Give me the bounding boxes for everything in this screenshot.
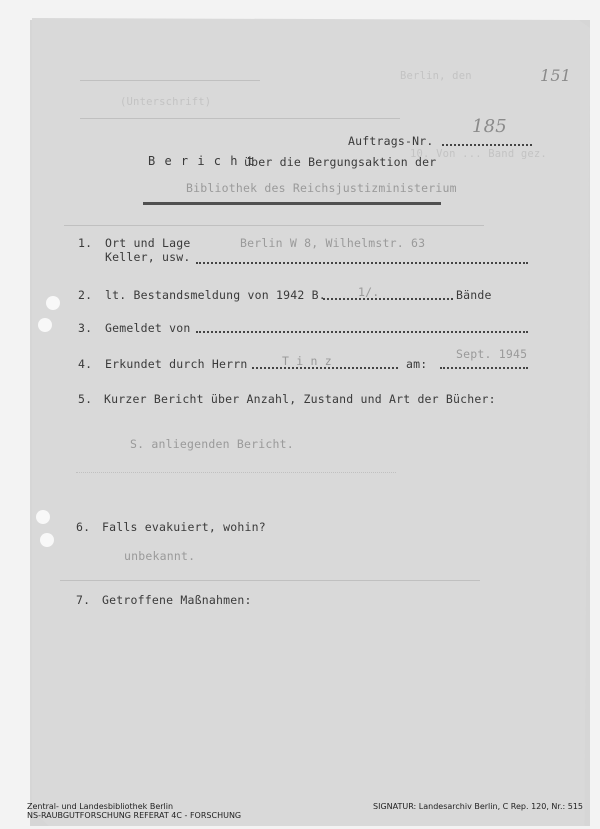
item-label: Kurzer Bericht über Anzahl, Zustand und Art der Bücher: xyxy=(104,392,496,406)
footer-line2: NS-RAUBGUTFORSCHUNG REFERAT 4C - FORSCHUNG xyxy=(27,811,242,820)
order-number-handwritten: 185 xyxy=(472,116,507,137)
item-label: Falls evakuiert, wohin? xyxy=(102,520,266,534)
punch-hole xyxy=(40,533,54,547)
item-label: Gemeldet von xyxy=(105,321,191,335)
punch-hole xyxy=(36,510,50,524)
ghost-line xyxy=(80,80,260,81)
fill-dots xyxy=(323,298,453,300)
document-page xyxy=(32,16,590,826)
page-number-handwritten: 151 xyxy=(540,66,572,85)
item-number: 4. xyxy=(78,357,93,371)
item-value: Berlin W 8, Wilhelmstr. 63 xyxy=(240,236,426,250)
item-value: T i n z xyxy=(282,354,332,368)
title-line2: Bibliothek des Reichsjustizministerium xyxy=(186,181,457,195)
fill-dots xyxy=(196,331,528,333)
item-label: Keller, usw. xyxy=(105,250,191,264)
item-number: 5. xyxy=(78,392,93,406)
item-suffix: Bände xyxy=(456,288,492,302)
item-number: 1. xyxy=(78,236,93,250)
ghost-text: (Unterschrift) xyxy=(120,96,212,108)
ghost-line xyxy=(80,118,400,119)
order-dots xyxy=(442,144,532,146)
item-number: 3. xyxy=(78,321,93,335)
ghost-text: 10. Von ... Band gez. xyxy=(410,148,547,160)
item-label: Getroffene Maßnahmen: xyxy=(102,593,252,607)
order-label: Auftrags-Nr. xyxy=(348,134,434,148)
item-value: S. anliegenden Bericht. xyxy=(130,437,294,451)
punch-hole xyxy=(38,318,52,332)
item-number: 6. xyxy=(76,520,91,534)
fill-dots xyxy=(196,262,528,264)
footer-signature: SIGNATUR: Landesarchiv Berlin, C Rep. 120, Nr.: 515 xyxy=(373,802,584,811)
footer-institution xyxy=(27,802,241,820)
item-number: 2. xyxy=(78,288,93,302)
item-number: 7. xyxy=(76,593,91,607)
ghost-text: Berlin, den xyxy=(400,70,472,82)
punch-hole xyxy=(46,296,60,310)
item-label: lt. Bestandsmeldung von 1942 B. xyxy=(105,288,326,302)
item-value: unbekannt. xyxy=(124,549,196,563)
title-bericht: B e r i c h t xyxy=(148,154,255,168)
separator xyxy=(60,580,480,581)
fill-dots xyxy=(440,367,528,369)
fill-dots xyxy=(252,367,398,369)
item-date-value: Sept. 1945 xyxy=(456,347,528,361)
title-underline xyxy=(143,202,441,205)
item-label: Ort und Lage xyxy=(105,236,191,250)
ghost-line xyxy=(76,472,396,473)
item-date-label: am: xyxy=(406,357,428,371)
item-value: 1/. xyxy=(358,285,380,299)
footer-line1: Zentral- und Landesbibliothek Berlin xyxy=(27,802,174,811)
title-line1: über die Bergungsaktion der xyxy=(244,155,437,169)
separator xyxy=(64,225,484,226)
item-label: Erkundet durch Herrn xyxy=(105,357,248,371)
